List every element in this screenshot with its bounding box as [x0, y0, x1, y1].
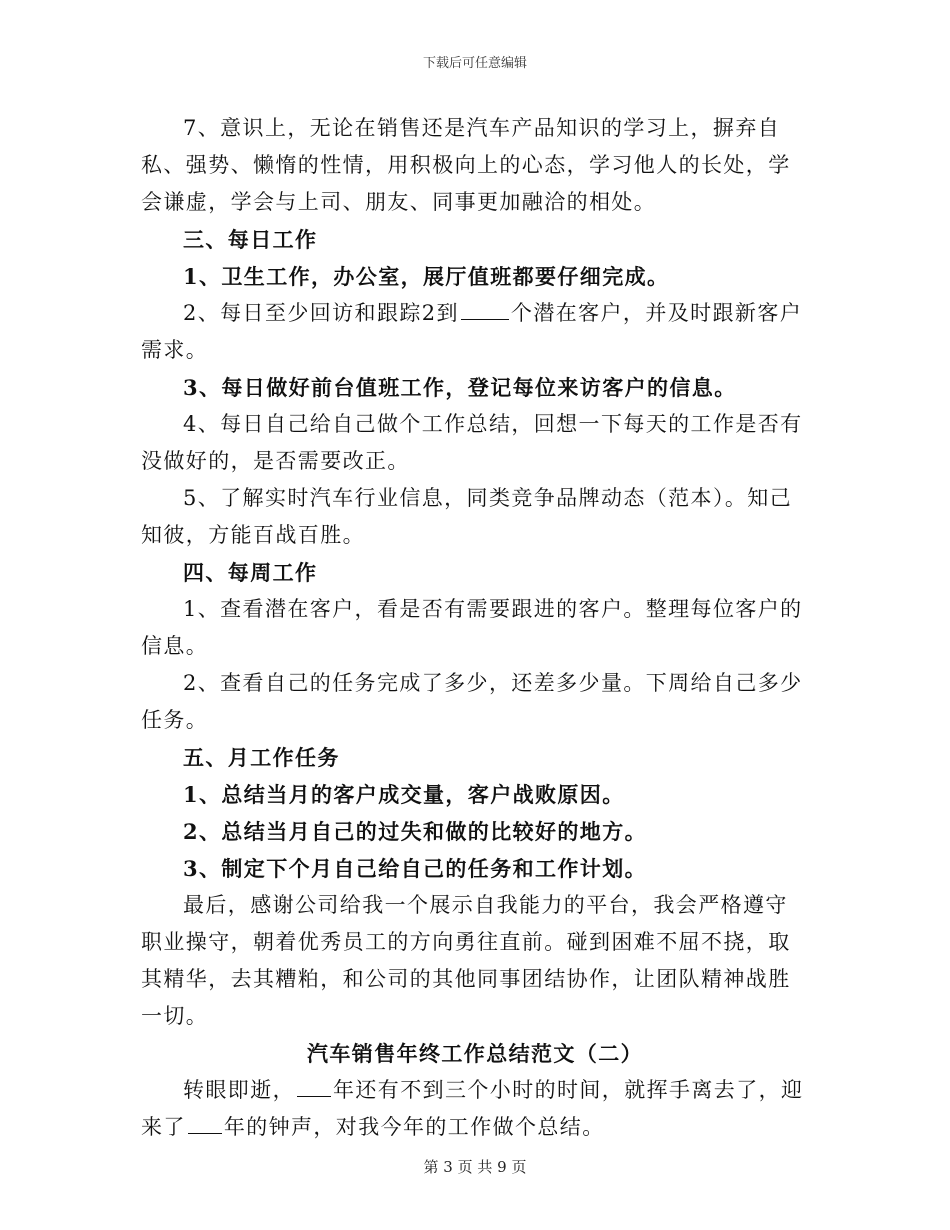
weekly-item-1: 1、查看潜在客户，看是否有需要跟进的客户。整理每位客户的信息。: [141, 597, 803, 658]
daily-item-2-before: 2、每日至少回访和跟踪2到: [183, 301, 459, 325]
intro-seg-3: 年的钟声，对我今年的工作做个总结。: [223, 1115, 605, 1139]
daily-item-2: [141, 295, 809, 369]
fill-blank: [188, 1115, 222, 1134]
intro-seg-2: 年还有不到三个小时的时间，就挥手离去了，迎来了: [141, 1078, 804, 1139]
document-body: [141, 110, 809, 1146]
article-title-2: 汽车销售年终工作总结范文（二）: [307, 1041, 643, 1066]
daily-item-4: 4、每日自己给自己做个工作总结，回想一下每天的工作是否有没做好的，是否需要改正。: [141, 412, 803, 473]
monthly-item-3: 3、制定下个月自己给自己的任务和工作计划。: [183, 856, 648, 881]
fill-blank: [461, 301, 509, 320]
daily-item-3: 3、每日做好前台值班工作，登记每位来访客户的信息。: [183, 375, 737, 400]
monthly-item-2: 2、总结当月自己的过失和做的比较好的地方。: [183, 819, 648, 844]
monthly-item-1: 1、总结当月的客户成交量，客户战败原因。: [183, 782, 625, 807]
page-footer: 第 3 页 共 9 页: [423, 1158, 527, 1176]
weekly-item-2: 2、查看自己的任务完成了多少，还差多少量。下周给自己多少任务。: [141, 671, 803, 732]
intro-paragraph-2: [141, 1072, 809, 1146]
fill-blank: [297, 1078, 331, 1097]
intro-seg-1: 转眼即逝，: [183, 1078, 295, 1102]
closing-paragraph: 最后，感谢公司给我一个展示自我能力的平台，我会严格遵守职业操守，朝着优秀员工的方向勇往直前。碰到困难不屈不挠，取其精华，去其糟粕，和公司的其他同事团结协作，让团队精神战胜一切。: [141, 893, 791, 1028]
page-header: 下载后可任意编辑: [422, 56, 527, 71]
paragraph-awareness: 7、意识上，无论在销售还是汽车产品知识的学习上，摒弃自私、强势、懒惰的性情，用积极向上的心态，学习他人的长处，学会谦虚，学会与上司、朋友、同事更加融洽的相处。: [141, 116, 791, 214]
daily-item-5: 5、了解实时汽车行业信息，同类竞争品牌动态（范本）。知己知彼，方能百战百胜。: [141, 486, 793, 547]
daily-item-1: 1、卫生工作，办公室，展厅值班都要仔细完成。: [183, 264, 670, 289]
daily-item-2-after: 个潜在客户，并及时跟新客户需求。: [141, 301, 803, 362]
section-heading-weekly: 四、每周工作: [183, 560, 318, 585]
section-heading-monthly: 五、月工作任务: [183, 745, 340, 770]
section-heading-daily: 三、每日工作: [183, 227, 318, 252]
